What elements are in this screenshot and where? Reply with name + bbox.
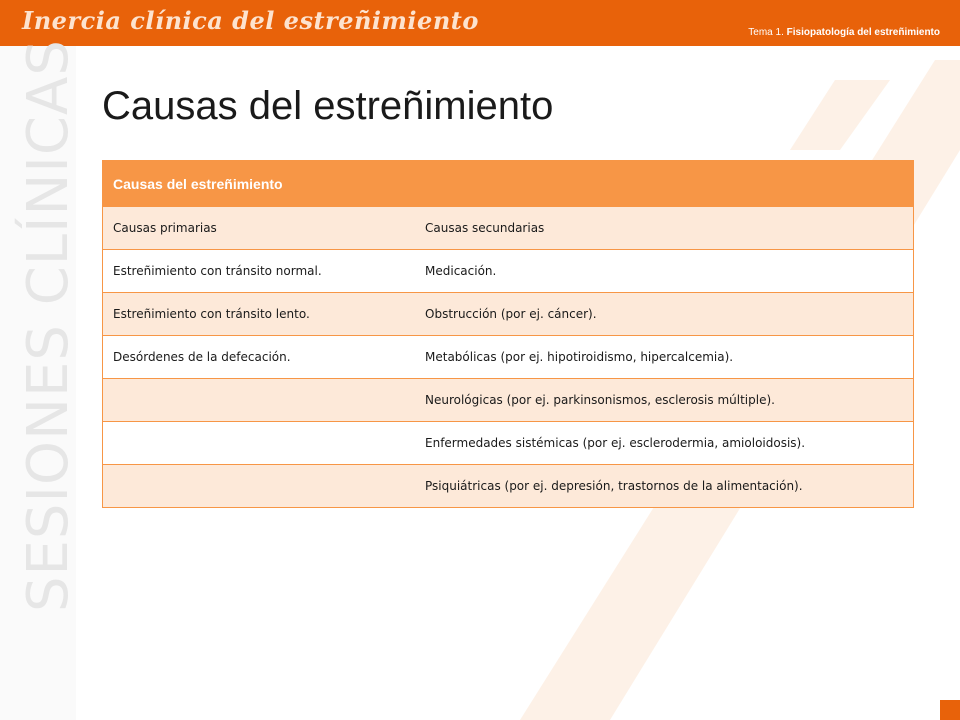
table-row xyxy=(103,336,914,379)
secondary-cause-cell: Metabólicas (por ej. hipotiroidismo, hipercalcemia). xyxy=(415,336,914,379)
primary-cause-cell: Estreñimiento con tránsito lento. xyxy=(103,293,416,336)
page-title: Causas del estreñimiento xyxy=(102,84,554,128)
table-row xyxy=(103,207,914,250)
causes-table xyxy=(102,160,914,508)
brand-title: Inercia clínica del estreñimiento xyxy=(22,6,479,35)
secondary-cause-cell: Neurológicas (por ej. parkinsonismos, esclerosis múltiple). xyxy=(415,379,914,422)
table-heading: Causas del estreñimiento xyxy=(103,161,914,207)
corner-accent xyxy=(940,700,960,720)
table-row xyxy=(103,250,914,293)
table-row xyxy=(103,422,914,465)
table-row xyxy=(103,293,914,336)
topic-prefix: Tema 1. xyxy=(748,27,784,38)
primary-cause-cell: Causas primarias xyxy=(103,207,416,250)
topic-title: Fisiopatología del estreñimiento xyxy=(786,27,940,38)
secondary-cause-cell: Medicación. xyxy=(415,250,914,293)
primary-cause-cell xyxy=(103,422,416,465)
secondary-cause-cell: Causas secundarias xyxy=(415,207,914,250)
primary-cause-cell xyxy=(103,465,416,508)
table-row xyxy=(103,465,914,508)
table-header-row xyxy=(103,161,914,207)
secondary-cause-cell: Psiquiátricas (por ej. depresión, trastornos de la alimentación). xyxy=(415,465,914,508)
primary-cause-cell: Desórdenes de la defecación. xyxy=(103,336,416,379)
primary-cause-cell xyxy=(103,379,416,422)
secondary-cause-cell: Obstrucción (por ej. cáncer). xyxy=(415,293,914,336)
side-banner: SESIONES CLÍNICAS xyxy=(16,39,81,612)
table-row xyxy=(103,379,914,422)
secondary-cause-cell: Enfermedades sistémicas (por ej. esclerodermia, amioloidosis). xyxy=(415,422,914,465)
primary-cause-cell: Estreñimiento con tránsito normal. xyxy=(103,250,416,293)
